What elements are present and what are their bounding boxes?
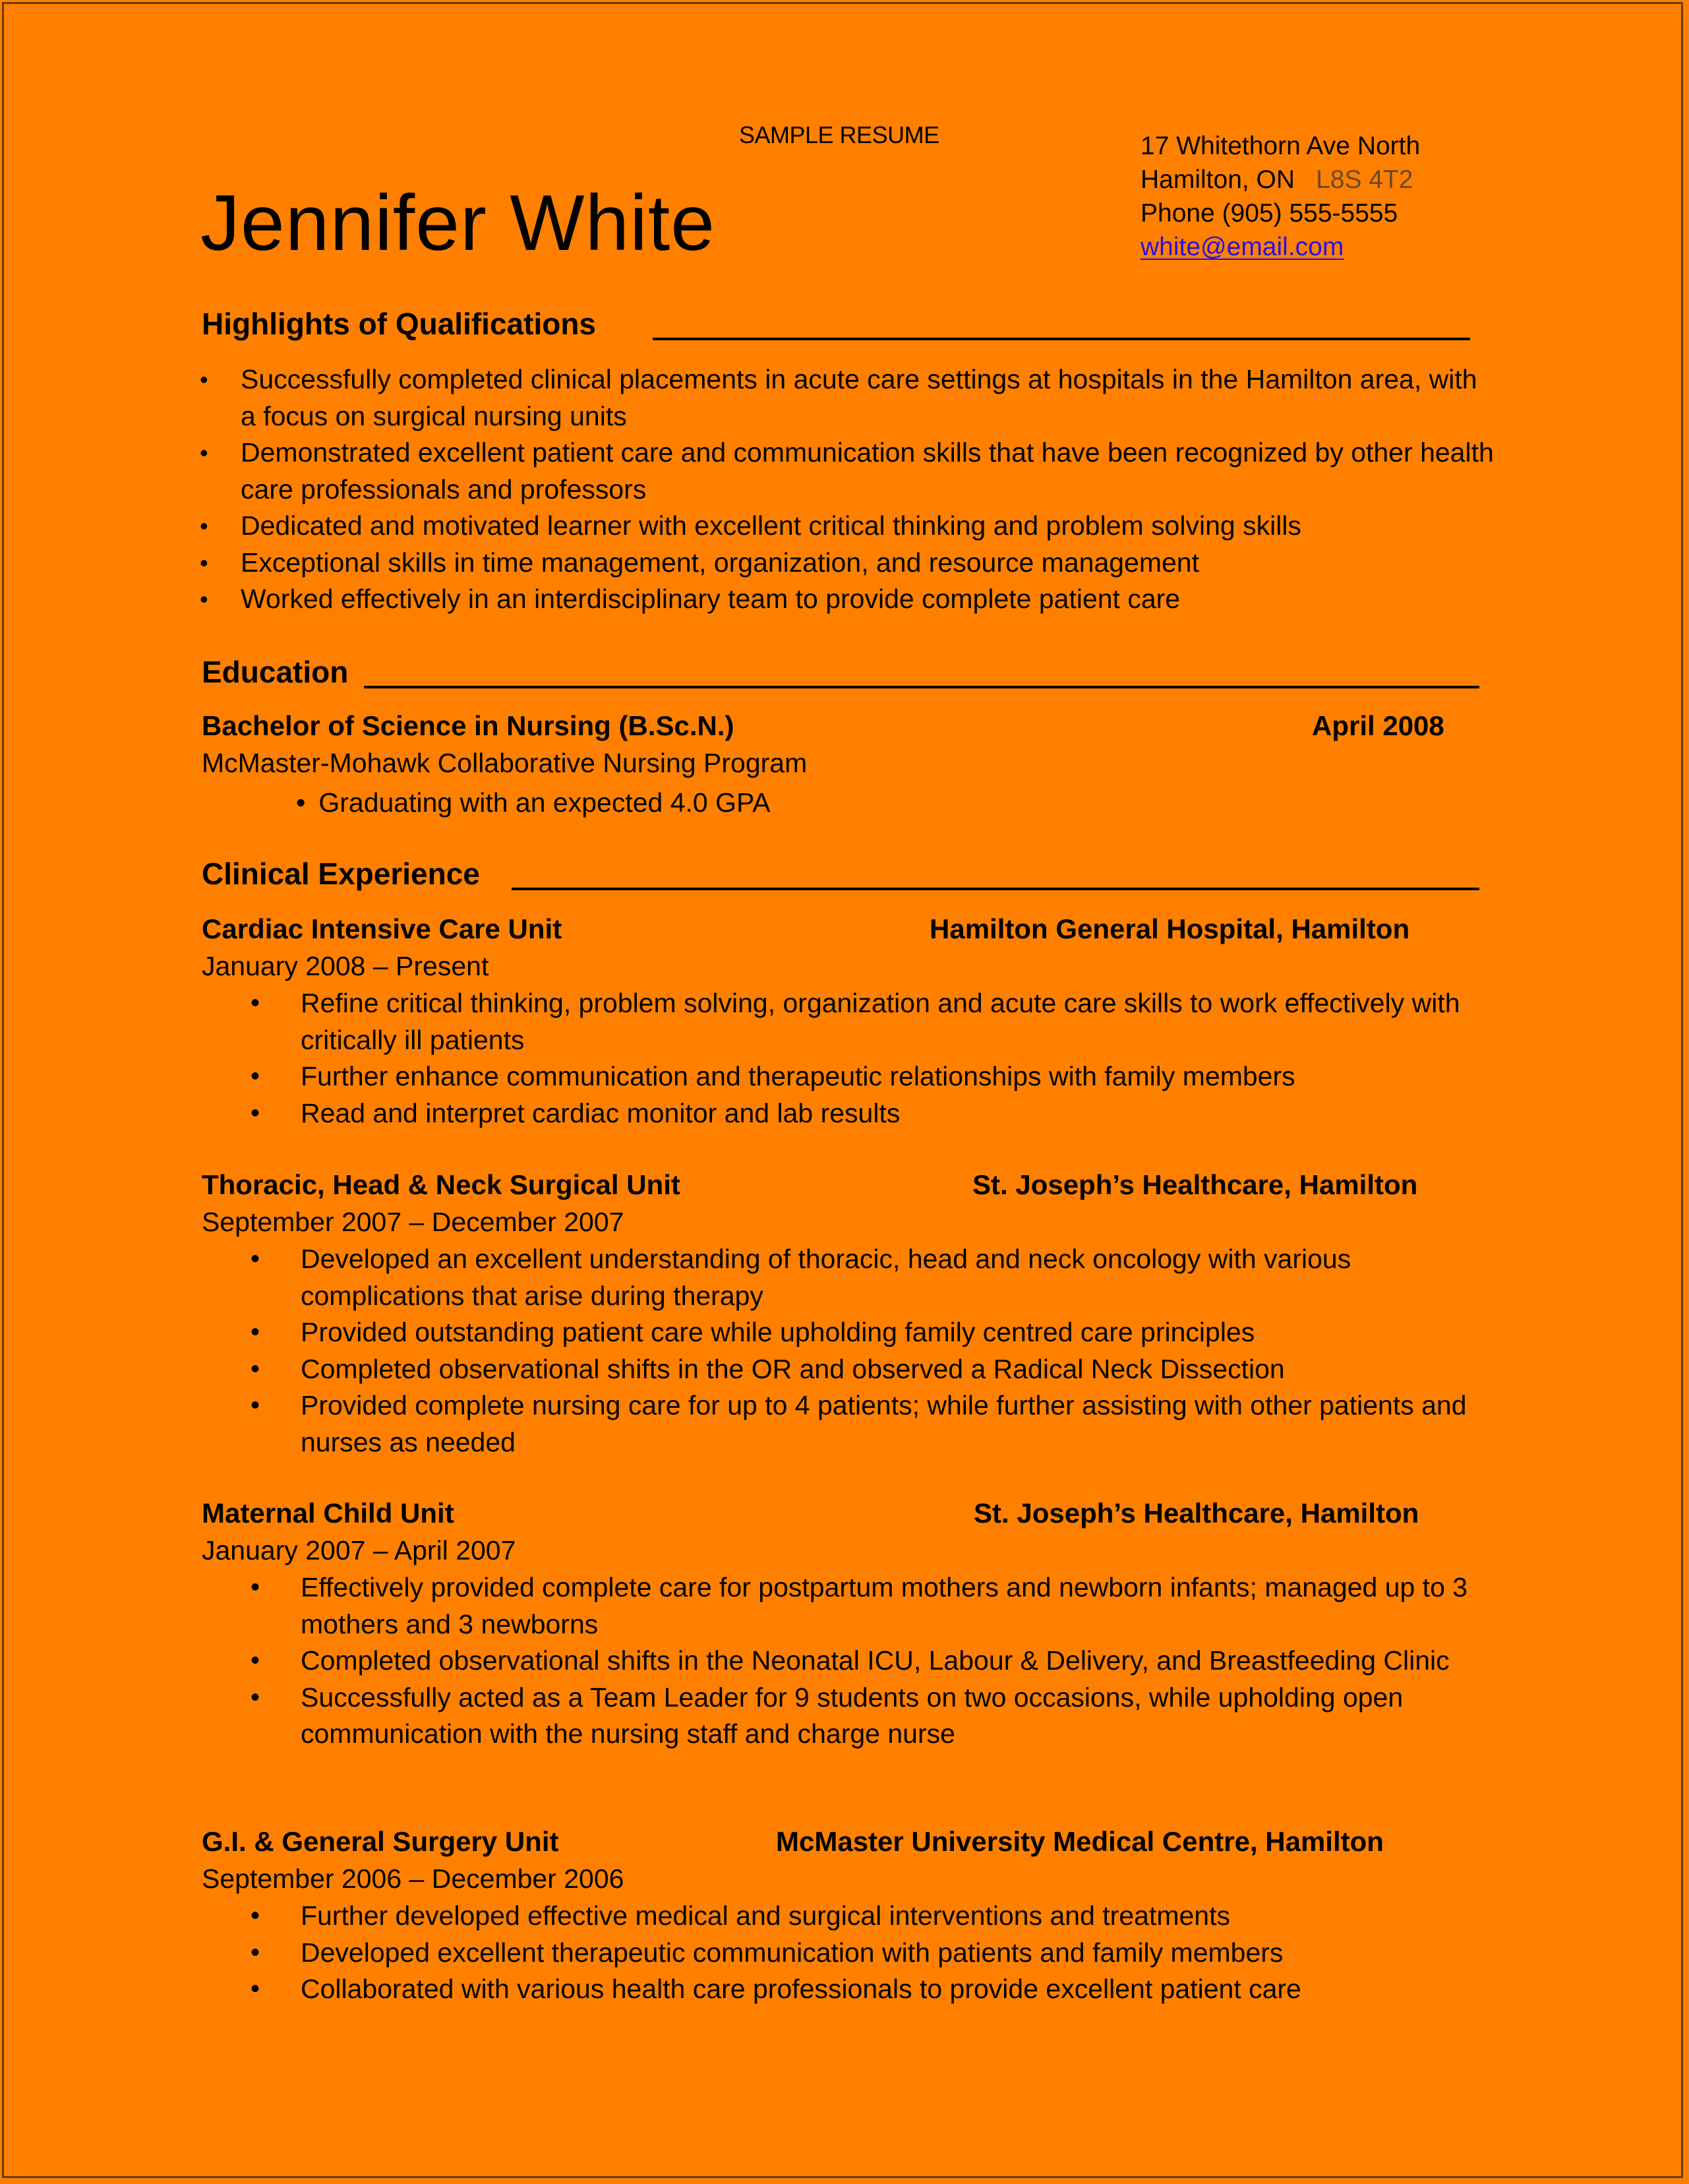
experience-list <box>202 1898 1494 2008</box>
list-item: • Exceptional skills in time management, organization, and resource management <box>202 545 1494 582</box>
section-rule-clinical <box>512 888 1479 890</box>
contact-phone: Phone (905) 555-5555 <box>1141 199 1398 228</box>
contact-street: 17 Whitethorn Ave North <box>1141 132 1421 160</box>
unit-name: Cardiac Intensive Care Unit <box>202 913 562 944</box>
experience-list <box>202 985 1494 1132</box>
list-item: • Further enhance communication and therapeutic relationships with family members <box>202 1058 1494 1095</box>
section-title-education: Education <box>202 655 349 689</box>
list-item: • Successfully acted as a Team Leader for 9 students on two occasions, while upholding open communication with the nursing staff and charge nurse <box>202 1680 1494 1753</box>
degree-title: Bachelor of Science in Nursing (B.Sc.N.) <box>202 710 734 741</box>
contact-city: Hamilton, ON <box>1141 166 1295 194</box>
unit-location: St. Joseph’s Healthcare, Hamilton <box>972 1169 1418 1200</box>
sample-resume-label: SAMPLE RESUME <box>739 121 939 148</box>
list-item: • Collaborated with various health care professionals to provide excellent patient care <box>202 1971 1494 2008</box>
unit-location: St. Joseph’s Healthcare, Hamilton <box>974 1498 1419 1529</box>
unit-name: G.I. & General Surgery Unit <box>202 1826 559 1857</box>
list-item: • Developed an excellent understanding of thoracic, head and neck oncology with various complications that arise during therapy <box>202 1241 1494 1314</box>
unit-name: Thoracic, Head & Neck Surgical Unit <box>202 1169 680 1200</box>
list-item: • Completed observational shifts in the OR and observed a Radical Neck Dissection <box>202 1351 1494 1388</box>
education-bullet: • Graduating with an expected 4.0 GPA <box>296 787 771 818</box>
applicant-name: Jennifer White <box>200 179 715 267</box>
unit-dates: September 2006 – December 2006 <box>202 1864 624 1894</box>
unit-dates: September 2007 – December 2007 <box>202 1207 624 1237</box>
contact-block <box>1141 129 1420 264</box>
list-item: • Successfully completed clinical placements in acute care settings at hospitals in the Hamilton area, with a focus on surgical nursing units <box>202 361 1494 435</box>
unit-location: McMaster University Medical Centre, Hamilton <box>776 1826 1384 1857</box>
list-item: • Developed excellent therapeutic communication with patients and family members <box>202 1935 1494 1972</box>
section-rule-highlights <box>653 338 1470 340</box>
section-rule-education <box>364 686 1479 688</box>
contact-postal: L8S 4T2 <box>1316 166 1413 194</box>
unit-dates: January 2008 – Present <box>202 951 489 981</box>
list-item: • Dedicated and motivated learner with excellent critical thinking and problem solving skills <box>202 508 1494 545</box>
list-item: • Effectively provided complete care for postpartum mothers and newborn infants; managed up to 3 mothers and 3 newborns <box>202 1569 1494 1643</box>
list-item: • Further developed effective medical and surgical interventions and treatments <box>202 1898 1494 1935</box>
list-item: • Completed observational shifts in the Neonatal ICU, Labour & Delivery, and Breastfeeding Clinic <box>202 1643 1494 1680</box>
unit-name: Maternal Child Unit <box>202 1498 454 1529</box>
contact-city-line <box>1141 163 1420 197</box>
degree-program: McMaster-Mohawk Collaborative Nursing Program <box>202 748 808 778</box>
list-item: • Read and interpret cardiac monitor and lab results <box>202 1095 1494 1132</box>
list-item: Graduating with an expected 4.0 GPA <box>318 787 771 818</box>
list-item: • Refine critical thinking, problem solving, organization and acute care skills to work effectively with critically ill patients <box>202 985 1494 1058</box>
list-item: • Worked effectively in an interdisciplinary team to provide complete patient care <box>202 581 1494 618</box>
experience-list <box>202 1241 1494 1461</box>
unit-location: Hamilton General Hospital, Hamilton <box>930 913 1410 944</box>
list-item: • Demonstrated excellent patient care and communication skills that have been recognized by other health care professionals and professors <box>202 435 1494 508</box>
highlights-list <box>202 361 1494 618</box>
experience-list <box>202 1569 1494 1753</box>
degree-date: April 2008 <box>1312 710 1444 741</box>
list-item: • Provided complete nursing care for up to 4 patients; while further assisting with other patients and nurses as needed <box>202 1387 1494 1461</box>
list-item: • Provided outstanding patient care while upholding family centred care principles <box>202 1314 1494 1351</box>
section-title-clinical: Clinical Experience <box>202 857 480 891</box>
section-title-highlights: Highlights of Qualifications <box>202 307 596 341</box>
unit-dates: January 2007 – April 2007 <box>202 1535 516 1565</box>
email-link[interactable]: white@email.com <box>1141 233 1344 261</box>
